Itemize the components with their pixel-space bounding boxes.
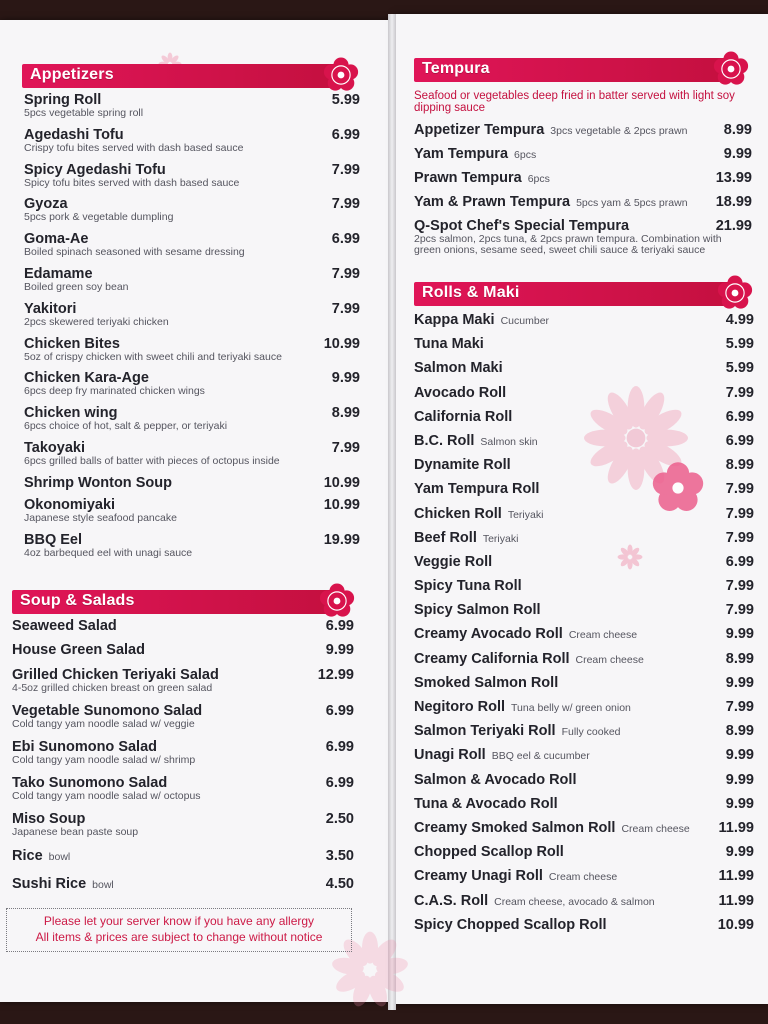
item-name-text: Yam Tempura — [414, 146, 509, 162]
soup-salads-header — [12, 590, 356, 614]
item-name — [414, 626, 754, 642]
menu-item — [414, 457, 754, 481]
item-name-text: Creamy Smoked Salmon Roll — [414, 819, 616, 836]
item-price: 7.99 — [725, 602, 754, 619]
menu-item — [414, 385, 754, 409]
item-note: bowl — [92, 879, 114, 891]
item-name — [414, 312, 754, 328]
item-name-text: Sushi Rice — [12, 876, 87, 892]
item-note: BBQ eel & cucumber — [491, 750, 590, 763]
item-description: 2pcs salmon, 2pcs tuna, & 2pcs prawn tempura. Combination with green onions, sesame seed, sweet chili sauce & teriyaki sauce — [414, 233, 722, 256]
menu-item — [24, 405, 360, 440]
item-name-text: Q-Spot Chef's Special Tempura — [414, 218, 630, 234]
item-price: 7.99 — [331, 300, 360, 317]
item-name — [24, 440, 360, 456]
item-name-text: Tako Sunomono Salad — [12, 775, 168, 791]
rolls-list — [414, 312, 754, 941]
item-name — [24, 405, 360, 421]
item-name — [414, 602, 754, 618]
item-name — [414, 360, 754, 376]
item-name-text: Chicken Kara-Age — [24, 370, 149, 387]
menu-item — [12, 618, 354, 642]
item-description: 4oz barbequed eel with unagi sauce — [24, 546, 193, 559]
item-name-text: Vegetable Sunomono Salad — [12, 703, 203, 719]
page-fold — [388, 14, 396, 1010]
menu-item — [414, 218, 752, 266]
menu-item — [24, 440, 360, 475]
item-name-text: Appetizer Tempura — [414, 122, 545, 138]
item-description: Cold tangy yam noodle salad w/ shrimp — [12, 754, 196, 766]
item-name — [414, 578, 754, 594]
rolls-header — [414, 282, 754, 306]
item-price: 7.99 — [725, 578, 754, 595]
item-price: 6.99 — [725, 553, 754, 570]
item-price: 7.99 — [331, 161, 360, 178]
item-price: 9.99 — [725, 771, 754, 788]
item-name — [414, 146, 752, 162]
menu-item — [414, 723, 754, 747]
item-price: 10.99 — [717, 916, 754, 933]
menu-item — [414, 194, 752, 218]
item-name-text: Tuna Maki — [414, 336, 484, 353]
appetizers-header — [22, 64, 360, 88]
item-name-text: Goma-Ae — [24, 231, 89, 248]
section-title: Soup & Salads — [20, 592, 135, 609]
cherry-blossom-icon — [716, 274, 754, 312]
menu-item — [414, 893, 754, 917]
item-price: 18.99 — [715, 194, 752, 210]
menu-item — [414, 626, 754, 650]
menu-item — [414, 772, 754, 796]
menu-item — [24, 266, 360, 301]
item-name — [414, 122, 752, 138]
menu-item — [414, 481, 754, 505]
item-name — [414, 699, 754, 715]
menu-item — [12, 811, 354, 848]
item-price: 8.99 — [725, 723, 754, 740]
item-price: 5.99 — [725, 360, 754, 377]
item-name — [414, 796, 754, 812]
item-name-text: Beef Roll — [414, 529, 477, 546]
item-name-text: Edamame — [24, 265, 93, 282]
item-name — [24, 301, 360, 317]
item-name-text: Spicy Tuna Roll — [414, 578, 522, 595]
menu-item — [24, 162, 360, 197]
item-name — [414, 820, 754, 836]
item-description: 6pcs deep fry marinated chicken wings — [24, 385, 205, 398]
item-price: 6.99 — [725, 408, 754, 425]
item-note: Cream cheese — [568, 629, 638, 642]
item-name-text: Chicken Roll — [414, 505, 502, 522]
item-name — [414, 170, 752, 186]
item-price: 2.50 — [325, 811, 354, 827]
item-price: 9.99 — [725, 674, 754, 691]
item-name-text: Takoyaki — [24, 439, 85, 456]
item-name — [24, 127, 360, 143]
item-price: 7.99 — [725, 384, 754, 401]
cherry-blossom-icon — [712, 50, 750, 88]
menu-item — [12, 642, 354, 667]
item-name — [414, 651, 754, 667]
item-name — [414, 218, 752, 234]
menu-item — [12, 775, 354, 811]
item-name — [414, 530, 754, 546]
item-name — [12, 775, 354, 791]
item-name — [414, 506, 754, 522]
item-name — [414, 868, 754, 884]
item-price: 4.50 — [325, 876, 354, 892]
item-price: 13.99 — [715, 170, 752, 186]
item-description: Boiled green soy bean — [24, 280, 129, 293]
item-price: 10.99 — [323, 335, 360, 352]
item-description: 6pcs grilled balls of batter with pieces of octopus inside — [24, 454, 280, 467]
item-note: Teriyaki — [507, 508, 544, 521]
item-name — [12, 703, 354, 719]
item-name-text: Spring Roll — [24, 92, 102, 108]
item-name — [12, 811, 354, 827]
menu-item — [24, 301, 360, 336]
item-name-text: California Roll — [414, 408, 513, 425]
item-name-text: Creamy Unagi Roll — [414, 868, 543, 885]
item-name-text: House Green Salad — [12, 642, 145, 658]
item-name-text: Salmon Maki — [414, 360, 503, 377]
item-name-text: Spicy Chopped Scallop Roll — [414, 916, 607, 933]
item-price: 6.99 — [325, 703, 354, 719]
item-name-text: Shrimp Wonton Soup — [24, 474, 172, 491]
item-name — [414, 457, 754, 473]
item-price: 3.50 — [325, 848, 354, 864]
menu-item — [414, 747, 754, 771]
item-name — [414, 772, 754, 788]
item-name-text: Ebi Sunomono Salad — [12, 739, 158, 755]
item-price: 6.99 — [725, 432, 754, 449]
item-note: Teriyaki — [482, 532, 519, 545]
item-name — [414, 917, 754, 933]
item-name-text: Yam & Prawn Tempura — [414, 194, 571, 210]
item-note: Cream cheese, avocado & salmon — [494, 895, 655, 908]
item-price: 10.99 — [323, 474, 360, 491]
item-price: 11.99 — [718, 868, 754, 885]
item-note: Salmon skin — [480, 435, 538, 448]
item-name-text: Yakitori — [24, 300, 77, 317]
cherry-blossom-icon — [318, 582, 356, 620]
item-note: Cream cheese — [548, 871, 618, 884]
item-price: 6.99 — [325, 739, 354, 755]
item-price: 19.99 — [323, 531, 360, 548]
item-name-text: BBQ Eel — [24, 531, 83, 548]
item-name — [414, 747, 754, 763]
section-title: Rolls & Maki — [422, 284, 520, 301]
item-name — [414, 844, 754, 860]
item-name — [24, 266, 360, 282]
item-description: 4-5oz grilled chicken breast on green salad — [12, 682, 213, 694]
menu-item — [414, 433, 754, 457]
item-description: Cold tangy yam noodle salad w/ veggie — [12, 718, 195, 730]
item-price: 5.99 — [331, 92, 360, 108]
item-name-text: Salmon Teriyaki Roll — [414, 723, 556, 740]
item-price: 8.99 — [725, 650, 754, 667]
item-price: 9.99 — [723, 146, 752, 162]
item-name — [414, 723, 754, 739]
item-name — [414, 481, 754, 497]
item-price: 9.99 — [725, 795, 754, 812]
item-price: 9.99 — [325, 642, 354, 658]
item-name — [24, 370, 360, 386]
item-name-text: Unagi Roll — [414, 747, 486, 764]
item-name-text: Agedashi Tofu — [24, 126, 124, 143]
section-title: Tempura — [422, 60, 490, 77]
item-name — [24, 162, 360, 178]
item-price: 6.99 — [325, 775, 354, 791]
item-name — [24, 92, 360, 108]
menu-item — [12, 739, 354, 775]
item-name — [414, 554, 754, 570]
item-price: 7.99 — [725, 505, 754, 522]
item-name — [24, 497, 360, 513]
item-note: Cream cheese — [621, 822, 690, 835]
item-name — [414, 336, 754, 352]
soup-salads-list — [12, 618, 354, 904]
item-description: 6pcs choice of hot, salt & pepper, or teriyaki — [24, 420, 228, 433]
item-name-text: Yam Tempura Roll — [414, 481, 540, 498]
menu-item — [414, 699, 754, 723]
item-name — [24, 475, 360, 491]
item-price: 9.99 — [725, 844, 754, 861]
item-description: 5oz of crispy chicken with sweet chili and teriyaki sauce — [24, 350, 282, 363]
menu-item — [24, 231, 360, 266]
item-name-text: B.C. Roll — [414, 432, 475, 449]
tempura-header — [414, 58, 750, 82]
menu-item — [24, 497, 360, 532]
item-description: Japanese style seafood pancake — [24, 511, 177, 524]
item-name-text: Kappa Maki — [414, 312, 495, 328]
menu-item — [414, 170, 752, 194]
item-name — [12, 618, 354, 634]
item-price: 7.99 — [725, 699, 754, 715]
item-name-text: Chicken wing — [24, 405, 118, 422]
item-note: Tuna belly w/ green onion — [511, 702, 631, 714]
item-name-text: Rice — [12, 848, 43, 864]
menu-item — [12, 667, 354, 703]
item-name — [12, 642, 354, 658]
item-price: 7.99 — [331, 265, 360, 282]
item-name-text: Avocado Roll — [414, 384, 507, 401]
tempura-list — [414, 122, 752, 266]
item-price: 9.99 — [725, 747, 754, 764]
item-price: 7.99 — [331, 439, 360, 456]
item-price: 7.99 — [725, 529, 754, 546]
menu-item — [12, 703, 354, 739]
item-name-text: Veggie Roll — [414, 553, 493, 570]
item-name-text: Chopped Scallop Roll — [414, 844, 564, 861]
menu-item — [24, 92, 360, 127]
menu-item — [414, 146, 752, 170]
menu-item — [414, 651, 754, 675]
item-name-text: Smoked Salmon Roll — [414, 674, 559, 691]
menu-item — [414, 820, 754, 844]
tempura-intro: Seafood or vegetables deep fried in batter served with light soy dipping sauce — [414, 90, 735, 114]
item-note: Cucumber — [500, 315, 550, 327]
item-description: Boiled spinach seasoned with sesame dressing — [24, 246, 245, 259]
item-name — [414, 893, 754, 909]
item-name — [414, 433, 754, 449]
item-name-text: Negitoro Roll — [414, 699, 506, 715]
menu-item — [414, 844, 754, 868]
item-note: 5pcs yam & 5pcs prawn — [576, 197, 688, 209]
item-price: 11.99 — [718, 819, 754, 836]
item-name — [414, 385, 754, 401]
section-title: Appetizers — [30, 66, 114, 83]
item-note: Cream cheese — [575, 653, 644, 666]
item-price: 6.99 — [325, 618, 354, 634]
item-description: Spicy tofu bites served with dash based sauce — [24, 176, 240, 189]
item-name — [414, 675, 754, 691]
item-price: 8.99 — [331, 405, 360, 422]
item-name-text: Chicken Bites — [24, 335, 120, 352]
menu-item — [414, 312, 754, 336]
item-price: 6.99 — [331, 126, 360, 143]
menu-item — [414, 578, 754, 602]
item-name-text: Okonomiyaki — [24, 496, 116, 513]
menu-item — [414, 360, 754, 384]
menu-item — [24, 370, 360, 405]
item-name-text: Creamy California Roll — [414, 650, 570, 667]
item-note: bowl — [48, 851, 71, 863]
item-price: 7.99 — [331, 196, 360, 213]
item-price: 7.99 — [725, 481, 754, 498]
notice-line-1: Please let your server know if you have any allergy — [43, 914, 315, 928]
item-note: 6pcs — [527, 173, 550, 185]
menu-item — [414, 506, 754, 530]
menu-item — [414, 409, 754, 433]
item-price: 21.99 — [715, 218, 752, 234]
item-name — [12, 667, 354, 683]
item-note: Fully cooked — [561, 726, 621, 739]
item-name — [12, 876, 354, 892]
item-note: 3pcs vegetable & 2pcs prawn — [550, 125, 688, 137]
item-name-text: Salmon & Avocado Roll — [414, 771, 577, 788]
item-name-text: Spicy Salmon Roll — [414, 602, 541, 619]
item-name-text: Prawn Tempura — [414, 170, 522, 186]
menu-item — [12, 876, 354, 904]
item-note: 6pcs — [514, 149, 537, 161]
item-name-text: C.A.S. Roll — [414, 892, 489, 909]
item-name — [24, 532, 360, 548]
item-description: Japanese bean paste soup — [12, 826, 139, 838]
item-price: 8.99 — [725, 457, 754, 474]
item-name-text: Tuna & Avocado Roll — [414, 795, 558, 812]
item-price: 6.99 — [331, 231, 360, 248]
menu-item — [24, 196, 360, 231]
item-description: 5pcs vegetable spring roll — [24, 107, 144, 119]
appetizers-list — [24, 92, 360, 566]
item-description: Cold tangy yam noodle salad w/ octopus — [12, 790, 201, 802]
item-name — [414, 409, 754, 425]
menu-item — [414, 554, 754, 578]
item-name — [12, 739, 354, 755]
menu-item — [414, 336, 754, 360]
allergy-notice — [6, 908, 352, 952]
item-price: 4.99 — [725, 312, 754, 328]
item-name-text: Grilled Chicken Teriyaki Salad — [12, 667, 219, 683]
menu-item — [24, 532, 360, 567]
menu-item — [12, 848, 354, 876]
menu-item — [24, 336, 360, 371]
item-name-text: Spicy Agedashi Tofu — [24, 161, 166, 178]
item-price: 9.99 — [331, 370, 360, 387]
menu-item — [414, 796, 754, 820]
item-description: 5pcs pork & vegetable dumpling — [24, 211, 174, 224]
item-name-text: Gyoza — [24, 196, 68, 213]
item-name — [12, 848, 354, 864]
item-name — [24, 336, 360, 352]
item-name-text: Miso Soup — [12, 811, 86, 827]
menu-item — [414, 917, 754, 941]
item-description: Crispy tofu bites served with dash based sauce — [24, 141, 244, 154]
menu-item — [414, 530, 754, 554]
menu-item — [414, 122, 752, 146]
notice-line-2: All items & prices are subject to change without notice — [35, 930, 323, 944]
menu-item — [414, 868, 754, 892]
menu-item — [414, 602, 754, 626]
item-price: 11.99 — [718, 892, 754, 909]
item-name-text: Creamy Avocado Roll — [414, 626, 563, 643]
item-price: 5.99 — [725, 336, 754, 353]
menu-item — [24, 475, 360, 497]
item-name — [24, 196, 360, 212]
item-price: 9.99 — [725, 626, 754, 643]
item-price: 10.99 — [323, 496, 360, 513]
item-name-text: Dynamite Roll — [414, 457, 511, 474]
item-price: 8.99 — [723, 122, 752, 138]
cherry-blossom-icon — [322, 56, 360, 94]
menu-item — [414, 675, 754, 699]
item-price: 12.99 — [317, 667, 354, 683]
item-name — [414, 194, 752, 210]
item-name-text: Seaweed Salad — [12, 618, 117, 634]
item-description: 2pcs skewered teriyaki chicken — [24, 315, 169, 328]
menu-item — [24, 127, 360, 162]
item-name — [24, 231, 360, 247]
